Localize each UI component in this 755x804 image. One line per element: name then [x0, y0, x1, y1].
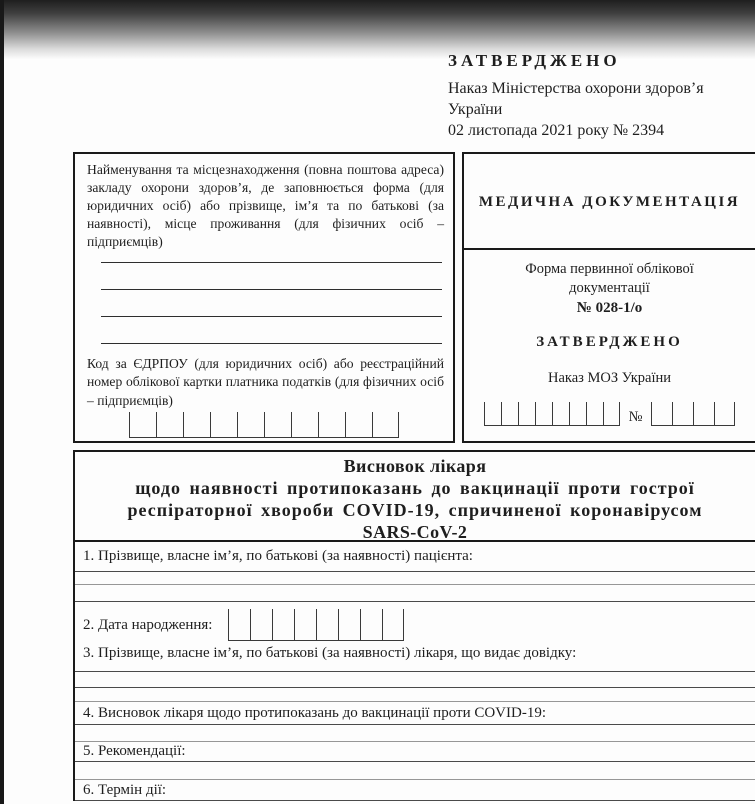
form-items-table: [73, 542, 755, 801]
approval-line2: України: [448, 101, 503, 118]
item2-item3-row: [75, 602, 755, 672]
item4-label: 4. Висновок лікаря щодо протипоказань до вакцинації проти COVID-19:: [83, 704, 547, 721]
title-line3: респіраторної хвороби COVID-19, спричиненої коронавірусом: [127, 500, 703, 520]
order-number-comb-field: [651, 402, 735, 426]
item5-recommendations-row: [75, 742, 755, 762]
blank-ruled-row: [75, 762, 755, 780]
institution-description: Найменування та місцезнаходження (повна поштова адреса) закладу охорони здоров’я, де заповнюється форма (для юридичних осіб) або прізвище, ім’я та по батькові (за наявності), місце проживання (для фізичних осіб – підприємців): [87, 162, 444, 250]
approval-header: [448, 50, 750, 141]
blank-line: [101, 290, 442, 317]
document-title: [73, 450, 755, 542]
blank-ruled-row: [75, 672, 755, 688]
approved-label: ЗАТВЕРДЖЕНО: [536, 334, 683, 350]
item1-patient-name-row: [75, 542, 755, 572]
item1-label: 1. Прізвище, власне ім’я, по батькові (за наявності) пацієнта:: [83, 548, 473, 564]
blank-ruled-row: [75, 572, 755, 585]
institution-box: [73, 152, 455, 443]
form-type-label: [464, 260, 755, 298]
item5-label: 5. Рекомендації:: [83, 743, 186, 759]
header-boxes: [73, 152, 755, 443]
birth-date-comb-field: [228, 609, 404, 641]
item6-validity-row: [75, 780, 755, 801]
blank-line: [101, 263, 442, 290]
title-line1: Висновок лікаря: [343, 456, 487, 476]
form-number: № 028-1/о: [576, 300, 643, 316]
blank-ruled-row: [75, 725, 755, 742]
blank-line: [101, 317, 442, 344]
institution-blank-lines: [101, 253, 442, 344]
item3-label: 3. Прізвище, власне ім’я, по батькові (за наявності) лікаря, що видає довідку:: [83, 645, 577, 661]
form-info-box: [462, 152, 755, 443]
box-divider: [464, 248, 755, 250]
order-date-number-row: [464, 402, 755, 426]
form-type-line1: Форма первинної облікової: [525, 261, 694, 277]
approval-title: ЗАТВЕРДЖЕНО: [448, 51, 621, 70]
title-line4: SARS-CoV-2: [362, 522, 468, 542]
item4-conclusion-row: [75, 702, 755, 725]
number-sign: №: [628, 409, 643, 425]
title-line2: щодо наявності протипоказань до вакцинації проти гострої: [135, 478, 695, 498]
approval-line1: Наказ Міністерства охорони здоров’я: [448, 80, 704, 97]
approval-date-line: 02 листопада 2021 року № 2394: [448, 122, 665, 139]
edrpou-label: Код за ЄДРПОУ (для юридичних осіб) або реєстраційний номер облікової картки платника податків (для фізичних осіб – підприємців): [87, 356, 444, 408]
blank-ruled-row: [75, 585, 755, 602]
moz-order-label: Наказ МОЗ України: [547, 370, 672, 386]
medical-documentation-label: МЕДИЧНА ДОКУМЕНТАЦІЯ: [478, 194, 741, 210]
item3-doctor-name-line: [83, 645, 755, 662]
item2-label: 2. Дата народження:: [83, 616, 213, 633]
item6-label: 6. Термін дії:: [83, 781, 167, 798]
scan-left-edge: [0, 0, 4, 804]
edrpou-comb-field: [129, 412, 444, 438]
order-date-comb-field: [484, 402, 620, 426]
form-type-line2: документації: [569, 280, 650, 296]
blank-ruled-row: [75, 688, 755, 702]
blank-line: [101, 253, 442, 263]
birth-date-line: [83, 609, 755, 641]
